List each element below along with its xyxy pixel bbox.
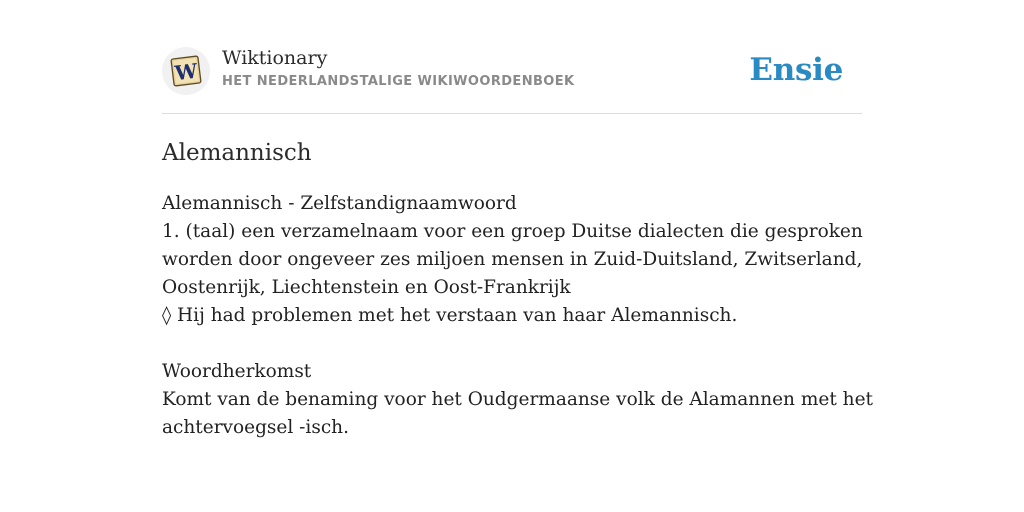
site-name[interactable]: Wiktionary [222,47,328,69]
wiktionary-logo-icon[interactable] [162,47,210,95]
definition-line: worden door ongeveer zes miljoen mensen in Zuid-Duitsland, Zwitserland, [162,249,863,270]
logo-letter: W [173,58,199,86]
etymology-heading: Woordherkomst [162,361,312,382]
wiktionary-tile-icon [162,47,210,95]
etymology [162,386,873,442]
header [162,46,862,96]
definition-line: Oostenrijk, Liechtenstein en Oost-Frankrijk [162,277,571,298]
etymology-line: Komt van de benaming voor het Oudgermaanse volk de Alamannen met het [162,389,873,410]
header-divider [162,113,862,114]
definition [162,218,862,302]
etymology-line: achtervoegsel -isch. [162,417,349,438]
word-heading: Alemannisch - Zelfstandignaamwoord [162,193,517,214]
ensie-brand-link[interactable]: Ensie [749,52,843,88]
site-tagline: HET NEDERLANDSTALIGE WIKIWOORDENBOEK [222,74,575,89]
page-title: Alemannisch [162,140,312,166]
section-spacer [162,330,862,358]
definition-line: 1. (taal) een verzamelnaam voor een groep Duitse dialecten die gesproken [162,221,863,242]
article-content [162,190,873,442]
usage-example: ◊ Hij had problemen met het verstaan van haar Alemannisch. [162,305,738,326]
